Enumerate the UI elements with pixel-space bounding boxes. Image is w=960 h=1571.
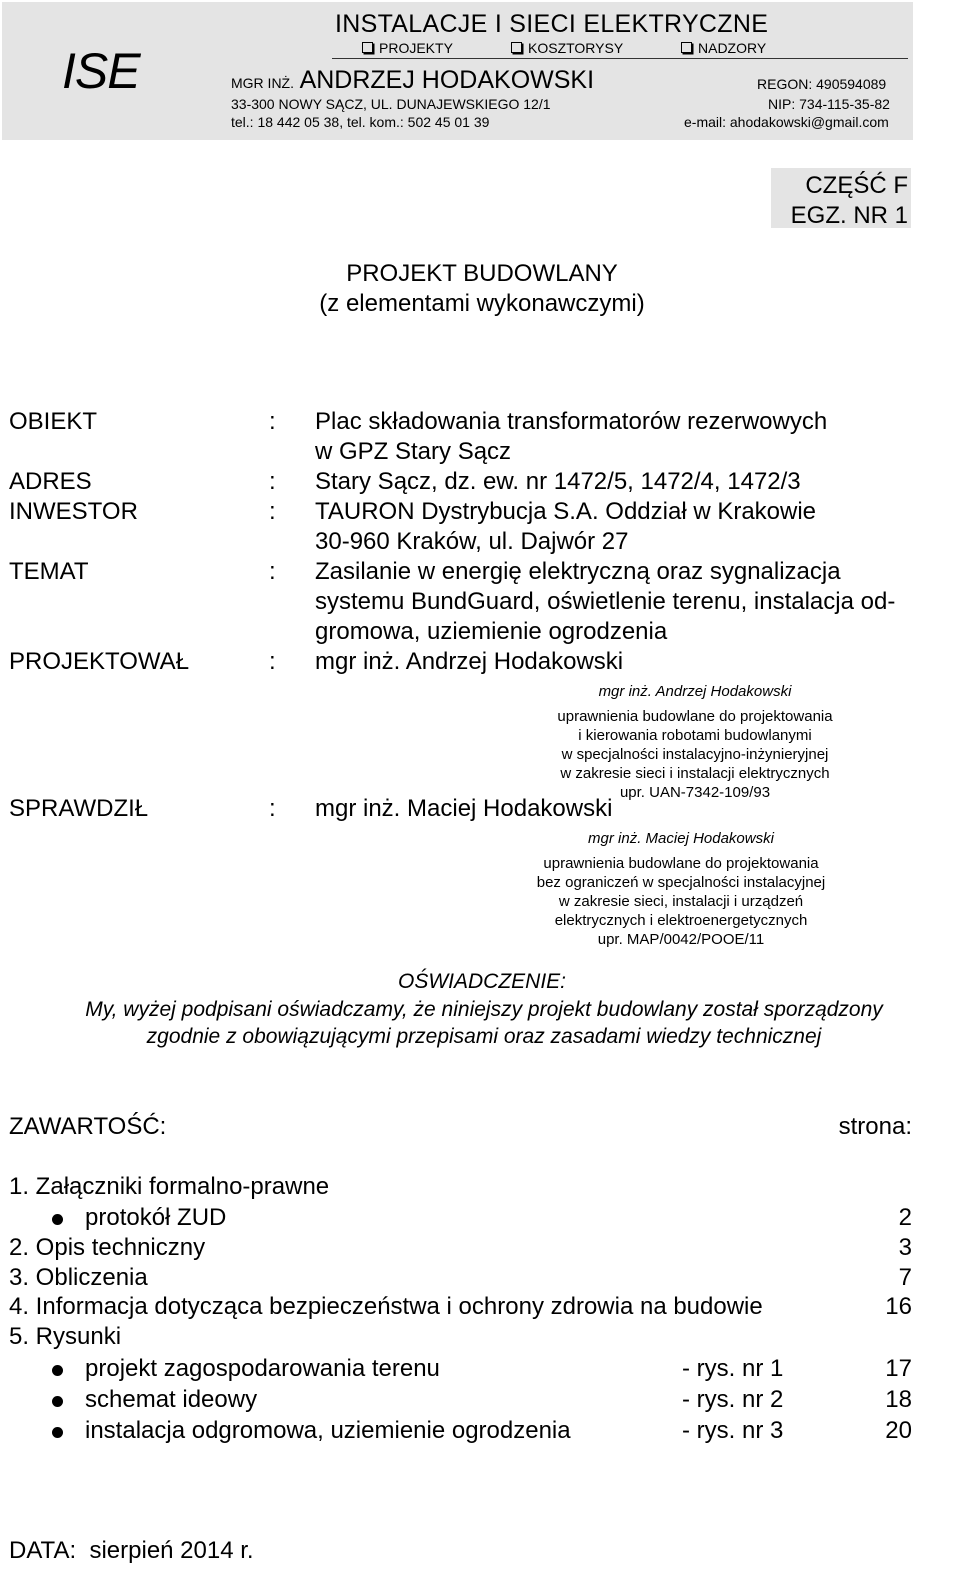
email-address: e-mail: ahodakowski@gmail.com (684, 114, 889, 130)
header-divider (332, 58, 908, 59)
toc-item-5: 5. Rysunki (9, 1323, 122, 1350)
date-label: DATA: (9, 1537, 77, 1564)
toc-item-4: 4. Informacja dotycząca bezpieczeństwa i ochrony zdrowia na budowie (9, 1293, 763, 1320)
separator: : (269, 468, 276, 495)
toc-page-number: 3 (898, 1234, 912, 1261)
investor-label: INWESTOR (9, 498, 138, 525)
toc-page-number: 17 (885, 1355, 912, 1382)
date-value: sierpień 2014 r. (89, 1537, 254, 1564)
declaration-heading: OŚWIADCZENIE: (397, 970, 566, 993)
checkbox-icon (511, 42, 522, 53)
toc-page-number: 2 (898, 1204, 912, 1231)
topic-value-line1: Zasilanie w energię elektryczną oraz sygnalizacja (315, 558, 841, 585)
phone-numbers: tel.: 18 442 05 38, tel. kom.: 502 45 01 39 (231, 114, 490, 130)
service-projekty: PROJEKTY (362, 40, 453, 56)
separator: : (269, 648, 276, 675)
object-value-line1: Plac składowania transformatorów rezerwowych (315, 408, 828, 435)
topic-value-line2: systemu BundGuard, oświetlenie terenu, instalacja od- (315, 588, 896, 615)
toc-item-3: 3. Obliczenia (9, 1264, 148, 1291)
checker-stamp (526, 829, 836, 949)
designed-by-value: mgr inż. Andrzej Hodakowski (315, 648, 624, 675)
toc-drawing-ref: - rys. nr 1 (682, 1355, 784, 1382)
address-value: Stary Sącz, dz. ew. nr 1472/5, 1472/4, 1472/3 (315, 468, 801, 495)
investor-value-line1: TAURON Dystrybucja S.A. Oddział w Krakowie (315, 498, 817, 525)
designer-stamp (540, 682, 850, 802)
stamp-line: uprawnienia budowlane do projektowania (557, 708, 833, 725)
document-subtitle: (z elementami wykonawczymi) (319, 290, 645, 317)
bullet-icon (52, 1214, 63, 1225)
stamp-line: i kierowania robotami budowlanymi (578, 727, 812, 744)
checked-by-label: SPRAWDZIŁ (9, 795, 149, 822)
address-label: ADRES (9, 468, 92, 495)
stamp-line: upr. MAP/0042/POOE/11 (597, 931, 765, 948)
stamp-line: upr. UAN-7342-109/93 (619, 784, 771, 801)
bullet-icon (52, 1427, 63, 1438)
declaration-line1: My, wyżej podpisani oświadczamy, że niniejszy projekt budowlany został sporządzony (85, 998, 883, 1021)
checkbox-icon (681, 42, 692, 53)
designed-by-label: PROJEKTOWAŁ (9, 648, 190, 675)
service-kosztorysy: KOSZTORYSY (511, 40, 623, 56)
stamp-line: uprawnienia budowlane do projektowania (543, 855, 819, 872)
part-label: CZĘŚĆ F (805, 172, 908, 199)
toc-drawing: projekt zagospodarowania terenu (85, 1355, 440, 1382)
toc-page-number: 7 (898, 1264, 912, 1291)
part-label-group (791, 171, 908, 231)
separator: : (269, 558, 276, 585)
toc-page-number: 16 (885, 1293, 912, 1320)
topic-value-line3: gromowa, uziemienie ogrodzenia (315, 618, 668, 645)
stamp-name: mgr inż. Andrzej Hodakowski (598, 683, 792, 700)
separator: : (269, 408, 276, 435)
stamp-name: mgr inż. Maciej Hodakowski (588, 830, 774, 847)
designer-title: MGR INŻ. (231, 75, 294, 91)
page-column-header: strona: (838, 1113, 912, 1140)
stamp-line: w zakresie sieci i instalacji elektrycznych (560, 765, 830, 782)
declaration-line2: zgodnie z obowiązującymi przepisami oraz zasadami wiedzy technicznej (146, 1025, 822, 1048)
toc-drawing-ref: - rys. nr 2 (682, 1386, 784, 1413)
firm-title: INSTALACJE I SIECI ELEKTRYCZNE (335, 10, 769, 38)
topic-label: TEMAT (9, 558, 89, 585)
separator: : (269, 795, 276, 822)
designer-name: ANDRZEJ HODAKOWSKI (299, 66, 595, 94)
toc-page-number: 20 (885, 1417, 912, 1444)
designer-name-line (231, 66, 594, 95)
toc-subitem-zud: protokół ZUD (85, 1204, 227, 1231)
checkbox-icon (362, 42, 373, 53)
bullet-icon (52, 1365, 63, 1376)
regon: REGON: 490594089 (757, 76, 887, 92)
object-label: OBIEKT (9, 408, 98, 435)
stamp-line: w specjalności instalacyjno-inżynieryjnej (561, 746, 829, 763)
object-value-line2: w GPZ Stary Sącz (315, 438, 512, 465)
separator: : (269, 498, 276, 525)
toc-drawing-ref: - rys. nr 3 (682, 1417, 784, 1444)
toc-page-number: 18 (885, 1386, 912, 1413)
contents-heading: ZAWARTOŚĆ: (9, 1113, 167, 1140)
date-line (9, 1537, 254, 1565)
stamp-line: bez ograniczeń w specjalności instalacyjnej (536, 874, 826, 891)
document-title: PROJEKT BUDOWLANY (346, 260, 618, 287)
stamp-line: w zakresie sieci, instalacji i urządzeń (558, 893, 804, 910)
nip: NIP: 734-115-35-82 (768, 96, 890, 112)
toc-drawing: schemat ideowy (85, 1386, 258, 1413)
service-nadzory: NADZORY (681, 40, 766, 56)
toc-drawing: instalacja odgromowa, uziemienie ogrodzenia (85, 1417, 571, 1444)
toc-item-2: 2. Opis techniczny (9, 1234, 206, 1261)
company-address: 33-300 NOWY SĄCZ, UL. DUNAJEWSKIEGO 12/1 (231, 96, 551, 112)
bullet-icon (52, 1396, 63, 1407)
toc-item-1: 1. Załączniki formalno-prawne (9, 1173, 330, 1200)
copy-number: EGZ. NR 1 (790, 202, 908, 229)
stamp-line: elektrycznych i elektroenergetycznych (554, 912, 808, 929)
investor-value-line2: 30-960 Kraków, ul. Dajwór 27 (315, 528, 629, 555)
checked-by-value: mgr inż. Maciej Hodakowski (315, 795, 613, 822)
company-logo: ISE (62, 43, 140, 99)
